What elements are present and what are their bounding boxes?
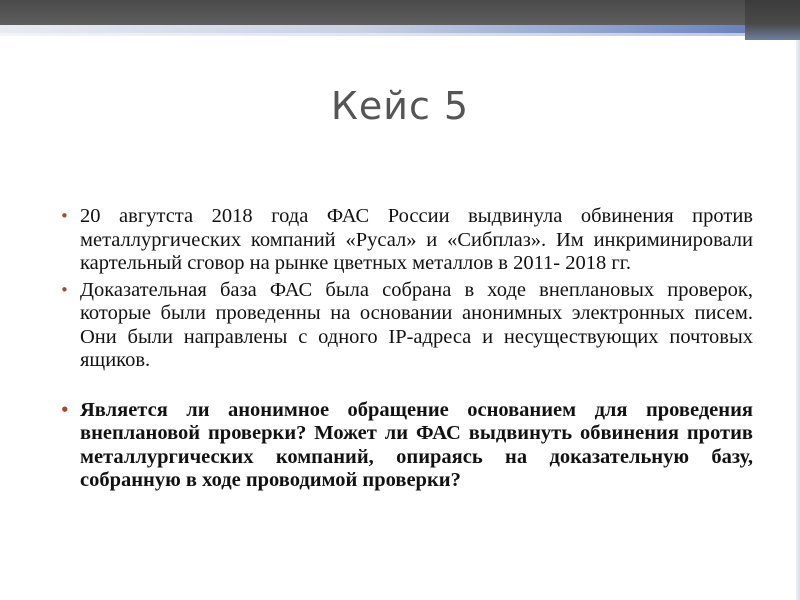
bullet-dot-icon: • xyxy=(60,280,69,299)
slide-content xyxy=(60,205,753,496)
slide-title: Кейс 5 xyxy=(330,84,470,128)
top-accent-line xyxy=(0,33,800,36)
bullet-dot-icon: • xyxy=(60,207,69,225)
bullet-text-1: 20 авгутста 2018 года ФАС России выдвинула обвинения против металлургических компаний «Русал» и «Сибплаз». Им инкриминировали картельный сговор на рынке цветных металлов в 2011- 2018 гг. xyxy=(80,205,753,274)
bullet-text-question: Является ли анонимное обращение основанием для проведения внеплановой проверки? Может ли ФАС выдвинуть обвинения против металлургических компаний, опираясь на доказательную базу, собранную в ходе проводимой проверки? xyxy=(80,398,753,491)
top-decorative-bar xyxy=(0,0,800,25)
bullet-item-question xyxy=(60,399,753,493)
bullet-item-2 xyxy=(60,279,753,373)
corner-shade xyxy=(745,0,800,40)
bullet-text-2: Доказательная база ФАС была собрана в ходе внеплановых проверок, которые были проведенны на основании анонимных электронных писем. Они были направлены с одного IP-адреса и несуществующих почтовых ящиков. xyxy=(80,278,753,371)
top-accent-stripe xyxy=(0,25,800,33)
bullet-dot-icon: • xyxy=(60,400,70,419)
bullet-item-1 xyxy=(60,205,753,276)
